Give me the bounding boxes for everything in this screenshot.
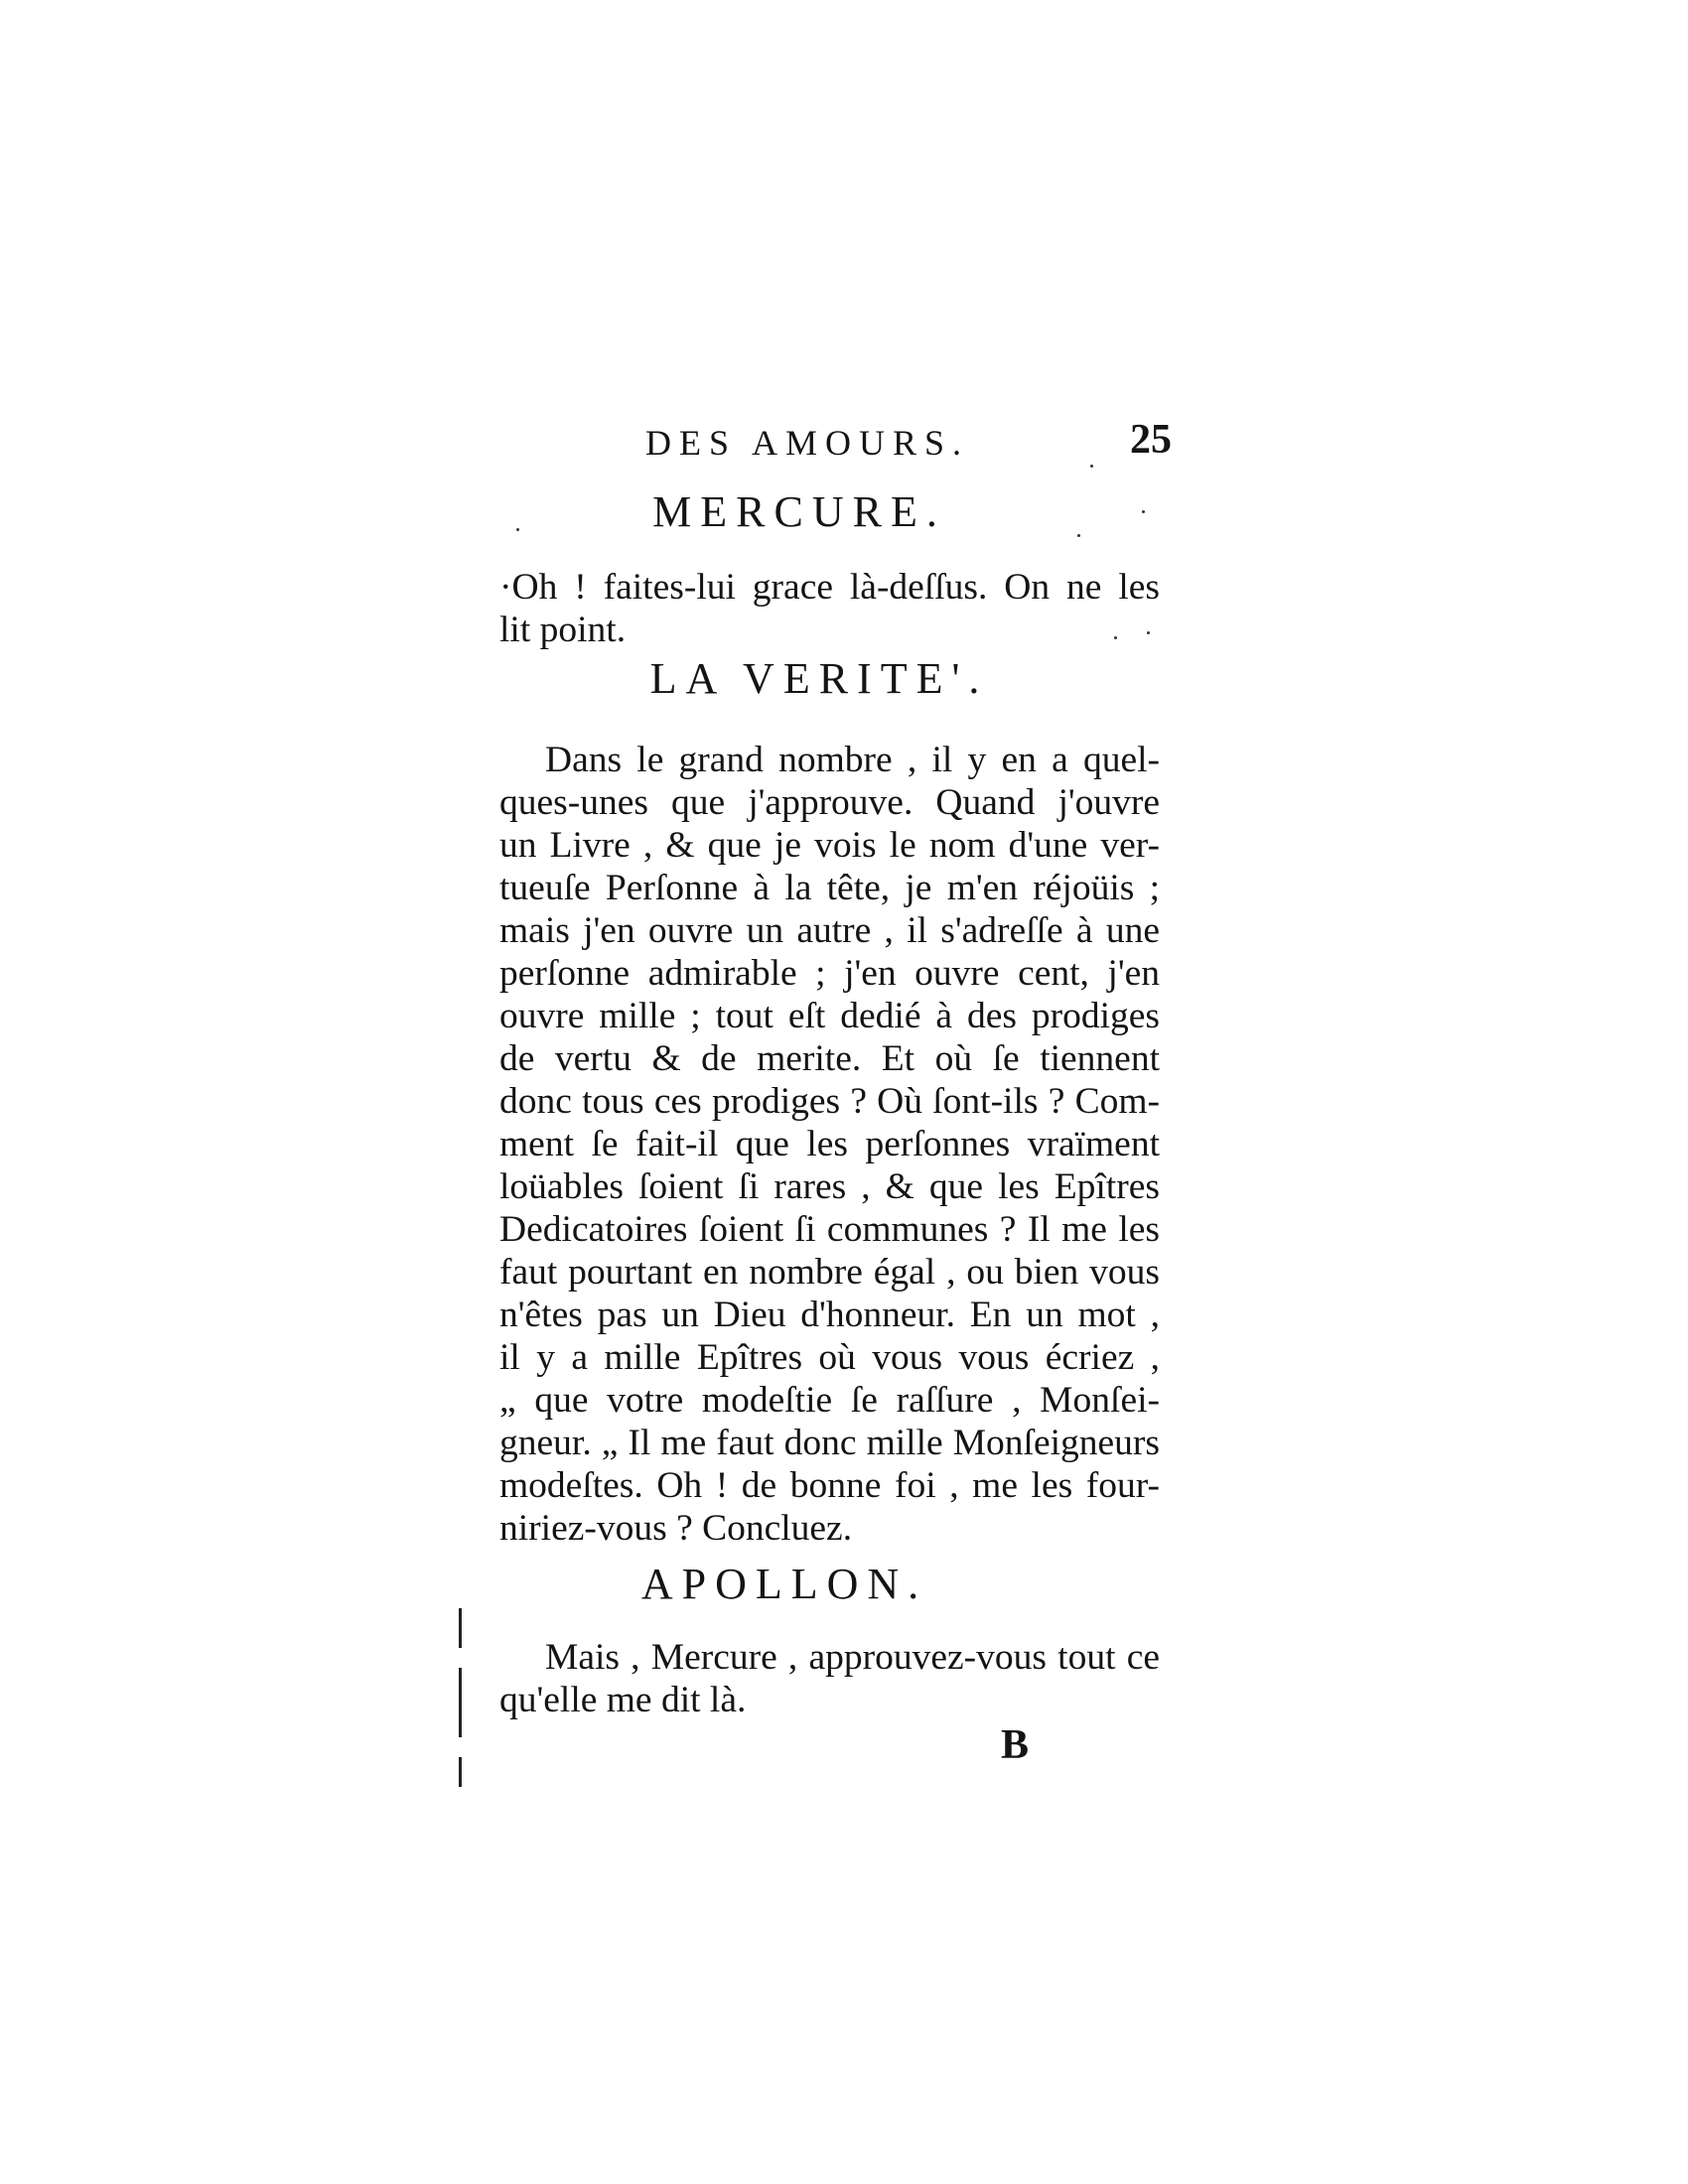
text-line: faut pourtant en nombre égal , ou bien vous bbox=[499, 1252, 1160, 1293]
text-line: „ que votre modeſtie ſe raſſure , Monſei- bbox=[499, 1380, 1160, 1421]
text-line: ·Oh ! faites-lui grace là-deſſus. On ne les bbox=[499, 567, 1160, 608]
text-line: Dans le grand nombre , il y en a quel- bbox=[545, 740, 1160, 780]
scan-speck bbox=[1090, 465, 1093, 468]
scan-speck bbox=[1077, 534, 1080, 537]
scan-artifact-line bbox=[459, 1757, 462, 1787]
text-line: un Livre , & que je vois le nom d'une ver- bbox=[499, 825, 1160, 866]
apollon-speech bbox=[499, 1636, 1160, 1721]
page-number: 25 bbox=[1130, 417, 1172, 463]
text-line: lit point. bbox=[499, 610, 627, 650]
text-line: n'êtes pas un Dieu d'honneur. En un mot , bbox=[499, 1295, 1160, 1335]
scan-speck bbox=[1142, 510, 1145, 513]
text-line: ment ſe fait-il que les perſonnes vraïment bbox=[499, 1124, 1160, 1164]
text-line: gneur. „ Il me faut donc mille Monſeigneurs bbox=[499, 1423, 1160, 1463]
running-title: DES AMOURS. bbox=[645, 423, 970, 463]
text-line: de vertu & de merite. Et où ſe tiennent bbox=[499, 1038, 1160, 1079]
text-line: qu'elle me dit là. bbox=[499, 1680, 747, 1720]
speaker-heading-mercure: MERCURE. bbox=[652, 487, 946, 536]
scan-speck bbox=[1147, 631, 1150, 634]
text-line: tueuſe Perſonne à la tête, je m'en réjoüis ; bbox=[499, 868, 1160, 908]
scan-speck bbox=[516, 528, 519, 531]
text-line: ouvre mille ; tout eſt dedié à des prodiges bbox=[499, 996, 1160, 1036]
text-line: Mais , Mercure , approuvez-vous tout ce bbox=[545, 1637, 1160, 1678]
text-line: niriez-vous ? Concluez. bbox=[499, 1508, 853, 1549]
scan-artifact-line bbox=[459, 1668, 462, 1737]
text-line: donc tous ces prodiges ? Où ſont-ils ? Com- bbox=[499, 1081, 1160, 1122]
signature-mark: B bbox=[1001, 1722, 1030, 1768]
text-line: perſonne admirable ; j'en ouvre cent, j'en bbox=[499, 953, 1160, 994]
speaker-heading-apollon: APOLLON. bbox=[640, 1560, 928, 1608]
text-line: modeſtes. Oh ! de bonne foi , me les four- bbox=[499, 1465, 1160, 1506]
running-head bbox=[556, 417, 1172, 472]
scan-artifact-line bbox=[459, 1608, 462, 1648]
text-line: il y a mille Epîtres où vous vous écriez , bbox=[499, 1337, 1160, 1378]
text-line: loüables ſoient ſi rares , & que les Epîtres bbox=[499, 1166, 1160, 1207]
speaker-heading-verite: LA VERITE'. bbox=[649, 654, 989, 703]
verite-speech bbox=[499, 739, 1160, 1550]
scan-speck bbox=[1114, 636, 1117, 639]
mercure-speech bbox=[499, 566, 1160, 651]
text-line: mais j'en ouvre un autre , il s'adreſſe à une bbox=[499, 910, 1160, 951]
text-line: Dedicatoires ſoient ſi communes ? Il me les bbox=[499, 1209, 1160, 1250]
text-line: ques-unes que j'approuve. Quand j'ouvre bbox=[499, 782, 1160, 823]
